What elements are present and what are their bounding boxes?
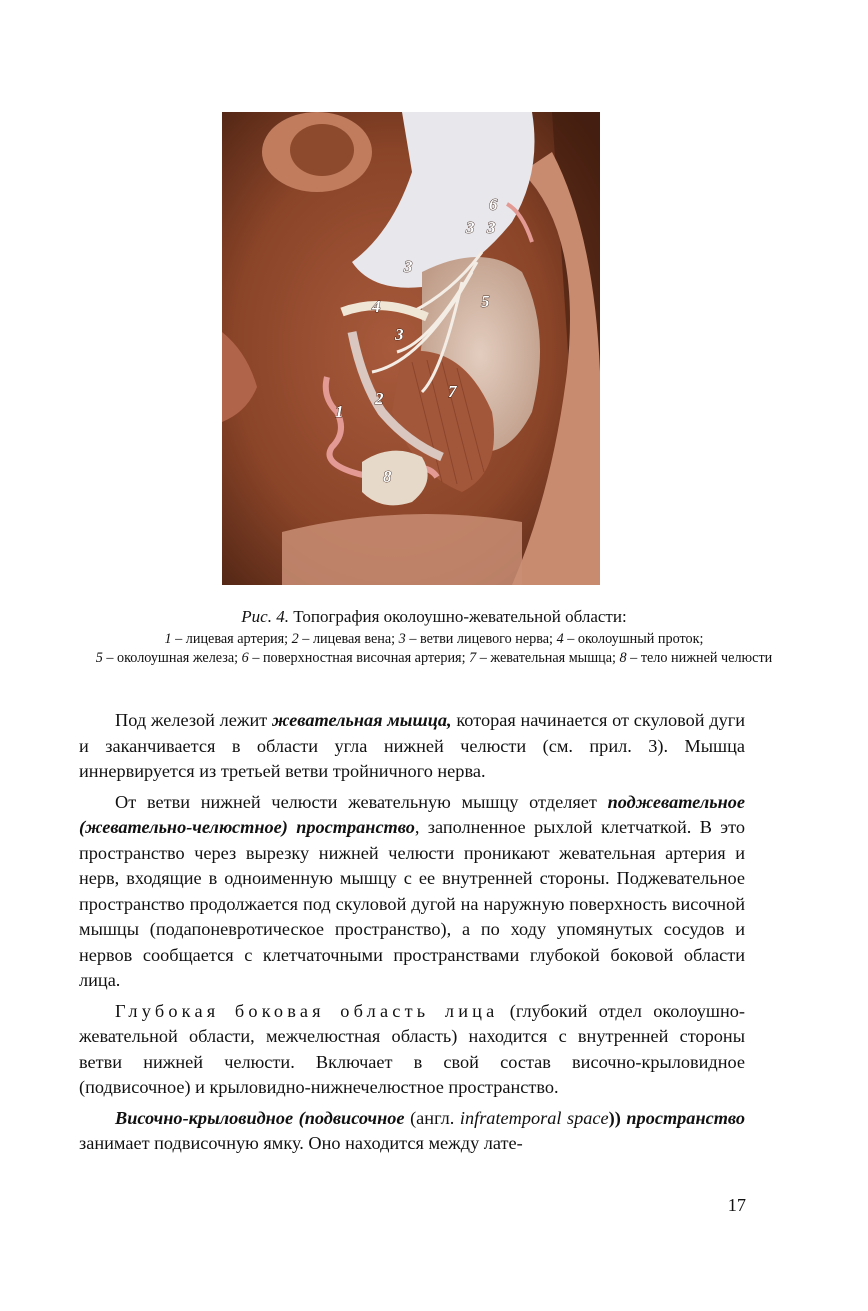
figure-label-7: 7 <box>448 382 457 401</box>
legend-text: – лицевая вена; <box>298 631 399 647</box>
figure-label-4: 4 <box>372 297 381 316</box>
legend-num: 1 <box>164 631 172 647</box>
figure-label-8: 8 <box>383 467 392 486</box>
p4-paren-close: )) <box>608 1107 621 1128</box>
p1-text-rest: которая начинается от скуловой дуги и заканчивается в области угла нижней челюсти (см. прил. 3). Мышца иннервируется из третьей ветви тройничного нерва. <box>79 710 745 781</box>
body-text <box>79 708 745 1162</box>
paragraph-1 <box>79 708 745 785</box>
figure-label-6: 6 <box>489 195 498 214</box>
p1-term: жевательная мышца, <box>272 710 452 730</box>
legend-num: 2 <box>291 631 299 647</box>
p4-term: Височно-крыловидное (подвисочное <box>115 1107 405 1128</box>
legend-num: 7 <box>469 650 477 666</box>
paragraph-2 <box>79 790 745 994</box>
legend-text: – поверхностная височная артерия; <box>248 650 470 666</box>
p2-text-rest: , заполненное рыхлой клетчаткой. В это пространство через вырезку нижней челюсти проникают жевательная артерия и нерв, входящие в одноименную мышцу с ее внутренней стороны. Поджевательное пространство продолжается под скуловой дугой на наружную поверхность височной мышцы (подапоневротическое пространство), а по ходу упомянутых сосудов и нервов сообщается с клетчаточными пространствами глубокой боковой области лица. <box>79 817 745 990</box>
figure-caption <box>60 606 808 668</box>
legend-num: 6 <box>241 650 249 666</box>
legend-num: 3 <box>398 631 406 647</box>
caption-title <box>60 606 808 628</box>
legend-text: – ветви лицевого нерва; <box>405 631 557 647</box>
p4-english-term: infratemporal space <box>459 1107 609 1128</box>
figure-label-5: 5 <box>481 292 490 311</box>
paragraph-3 <box>79 999 745 1101</box>
legend-text: – околоушная железа; <box>102 650 242 666</box>
figure-label-1: 1 <box>335 402 344 421</box>
legend-text: – жевательная мышца; <box>476 650 620 666</box>
p1-text: Под железой лежит <box>115 710 272 730</box>
legend-num: 5 <box>95 650 103 666</box>
figure-label-3c: 3 <box>404 257 413 276</box>
legend-num: 4 <box>556 631 564 647</box>
paragraph-4 <box>79 1106 745 1157</box>
legend-text: – околоушный проток; <box>563 631 704 647</box>
p4-paren-open: (англ. <box>404 1107 460 1128</box>
p2-term: поджевательное (жевательно-челюстное) пространство <box>79 791 745 837</box>
figure-label-2: 2 <box>375 389 384 408</box>
p2-text: От ветви нижней челюсти жевательную мышцу отделяет <box>115 791 608 812</box>
anatomy-figure <box>222 112 600 585</box>
p4-text: занимает подвисочную ямку. Оно находится между лате- <box>79 1133 523 1153</box>
legend-num: 8 <box>619 650 627 666</box>
legend-text: – тело нижней челюсти <box>626 650 773 666</box>
p3-term: Глубокая боковая область лица <box>115 1000 499 1021</box>
figure-label-3d: 3 <box>395 325 404 344</box>
p4-term-end: пространство <box>620 1107 745 1128</box>
anatomy-illustration <box>222 112 600 585</box>
caption-fig-title: Топография околоушно-жевательной области: <box>288 607 627 626</box>
figure-label-3a: 3 <box>466 218 475 237</box>
figure-label-3b: 3 <box>487 218 496 237</box>
page-number: 17 <box>727 1195 746 1215</box>
caption-legend <box>60 630 808 668</box>
caption-fig-prefix: Рис. 4. <box>241 607 289 626</box>
legend-text: – лицевая артерия; <box>171 631 292 647</box>
p3-text: (глубокий отдел околоушно-жевательной области, межчелюстная область) находится с внутренней стороны ветви нижней челюсти. Включает в свой состав височно-крыловидное (подвисочное) и крыловидно-нижнечелюстное пространство. <box>79 1000 745 1097</box>
